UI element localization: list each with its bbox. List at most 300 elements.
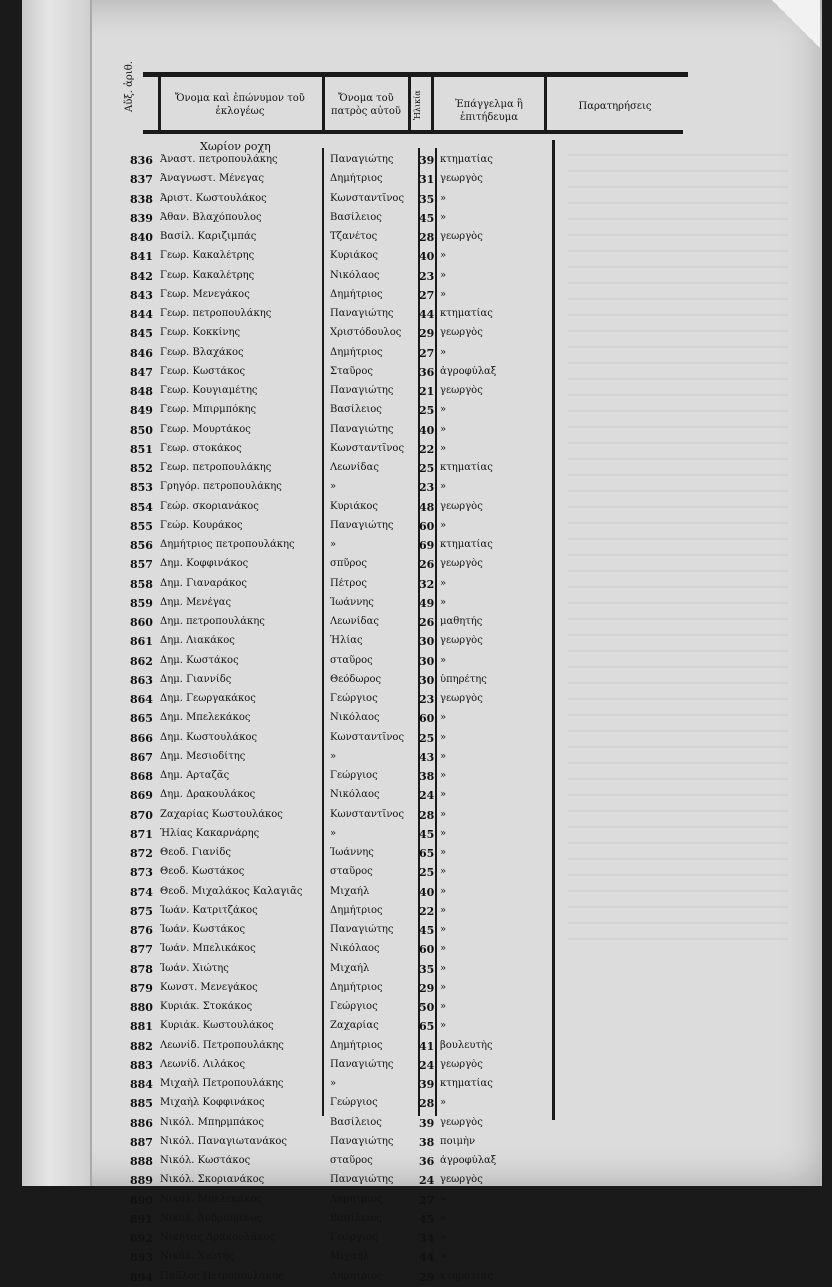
father-name: Παναγιώτης	[330, 423, 394, 435]
age: 21	[419, 385, 435, 398]
occupation: »	[440, 423, 447, 435]
table-row	[130, 632, 550, 651]
table-row	[130, 151, 550, 170]
row-number: 852	[130, 462, 153, 475]
elector-name: Νικόλ. Κωστάκος	[160, 1155, 251, 1166]
row-number: 872	[130, 847, 153, 860]
row-number: 856	[130, 539, 153, 552]
age: 35	[419, 962, 435, 976]
elector-name: Γεώρ. Κουράκος	[160, 519, 243, 531]
elector-name: Γεωρ. Βλαχάκος	[160, 346, 244, 358]
row-number: 855	[130, 519, 153, 533]
occupation: »	[440, 404, 447, 416]
elector-name: Ἀναστ. πετροπουλάκης	[160, 154, 278, 165]
row-number: 851	[130, 442, 153, 456]
elector-name: Ἰωάν. Μπελικάκος	[160, 943, 256, 955]
age: 40	[419, 250, 435, 264]
occupation: κτηματίας	[440, 1270, 493, 1282]
father-name: Ζαχαρίας	[330, 1020, 379, 1032]
row-number: 890	[130, 1193, 153, 1207]
elector-name: Γεωρ. Κοκκίνης	[160, 327, 241, 339]
table-row	[130, 767, 550, 786]
occupation: γεωργὸς	[440, 231, 483, 242]
father-name: Παναγιώτης	[330, 924, 394, 935]
column-divider	[431, 76, 434, 132]
row-number: 873	[130, 866, 153, 880]
occupation: »	[440, 1097, 447, 1109]
row-number: 876	[130, 924, 153, 937]
occupation: βουλευτὴς	[440, 1039, 493, 1051]
father-name: Χριστόδουλος	[330, 327, 402, 339]
header-bottom-rule	[143, 130, 683, 134]
header-elector-name: Ὄνομα καὶ ἐπώνυμον τοῦ ἐκλογέως	[175, 93, 305, 117]
father-name: σταῦρος	[330, 654, 373, 666]
row-number: 862	[130, 654, 153, 668]
table-row	[130, 440, 550, 459]
age: 40	[419, 885, 435, 899]
father-name: Νικόλαος	[330, 789, 380, 801]
row-number: 889	[130, 1174, 153, 1188]
age: 28	[419, 231, 435, 244]
father-name: Βασίλειος	[330, 1212, 382, 1224]
age: 38	[419, 1135, 435, 1149]
header-remarks: Παρατηρήσεις	[578, 101, 652, 112]
table-row	[130, 709, 550, 728]
table-row	[130, 209, 550, 228]
elector-name: Δημ. Κοφφινάκος	[160, 558, 249, 570]
occupation: »	[440, 981, 447, 993]
elector-name: Νικόλ. Χιώτης	[160, 1251, 234, 1263]
elector-name: Βασίλ. Καριζιμπάς	[160, 231, 257, 242]
elector-name: Μιχαὴλ Κοφφινάκος	[160, 1097, 265, 1109]
row-number: 836	[130, 154, 153, 167]
table-row	[130, 382, 550, 401]
father-name: Γεώργιος	[330, 1097, 378, 1109]
row-number: 840	[130, 231, 153, 244]
elector-name: Θεοδ. Μιχαλάκος Καλαγιᾶς	[160, 885, 303, 897]
table-row	[130, 286, 550, 305]
age: 23	[419, 693, 435, 706]
occupation: »	[440, 250, 447, 262]
father-name: »	[330, 1078, 337, 1089]
elector-name: Νικόλ. Ἀνδριομένος	[160, 1212, 263, 1224]
row-number: 881	[130, 1020, 153, 1034]
age: 30	[419, 635, 435, 649]
table-row	[130, 883, 550, 902]
father-name: Γεώργιος	[330, 770, 378, 781]
father-name: Σταῦρος	[330, 365, 373, 377]
table-row	[130, 363, 550, 382]
father-name: Κωνσταντῖνος	[330, 442, 405, 454]
row-number: 858	[130, 577, 153, 591]
father-name: Παναγιώτης	[330, 385, 394, 396]
elector-name: Ἀριστ. Κωστουλάκος	[160, 192, 267, 204]
occupation: γεωργὸς	[440, 558, 483, 570]
occupation: »	[440, 847, 447, 858]
age: 39	[419, 154, 435, 167]
row-number: 866	[130, 731, 153, 745]
elector-name: Γρηγόρ. πετροπουλάκης	[160, 481, 282, 493]
occupation: κτηματίας	[440, 539, 493, 550]
row-number: 867	[130, 750, 153, 764]
father-name: Δημήτριος	[330, 288, 383, 300]
header-father-name: Ὄνομα τοῦ πατρὸς αὐτοῦ	[331, 93, 401, 117]
row-number: 883	[130, 1058, 153, 1072]
elector-name: Δημ. Μπελεκάκος	[160, 712, 251, 724]
row-number: 847	[130, 365, 153, 379]
table-row	[130, 902, 550, 921]
father-name: Γεώργιος	[330, 1001, 378, 1012]
father-name: Παναγιώτης	[330, 154, 394, 165]
elector-name: Γεωρ. Μουρτάκος	[160, 423, 251, 435]
table-row	[130, 652, 550, 671]
table-row	[130, 921, 550, 940]
occupation: ὑπηρέτης	[440, 673, 487, 685]
elector-name: Παῦλος Πετροπουλάκης	[160, 1270, 284, 1282]
age: 28	[419, 1097, 435, 1111]
age: 40	[419, 423, 435, 437]
father-name: Βασίλειος	[330, 211, 382, 223]
age: 39	[419, 1116, 435, 1130]
row-number: 853	[130, 481, 153, 495]
occupation: γεωργὸς	[440, 327, 483, 339]
age: 30	[419, 654, 435, 668]
elector-list	[130, 151, 550, 1287]
age: 26	[419, 558, 435, 572]
elector-name: Ἰωάν. Χιώτης	[160, 962, 229, 974]
table-row	[130, 1210, 550, 1229]
elector-name: Γεωρ. στοκάκος	[160, 442, 242, 454]
occupation: »	[440, 712, 447, 724]
father-name: Ἰωάννης	[330, 596, 374, 608]
father-name: Κωνσταντῖνος	[330, 731, 405, 743]
occupation: γεωργὸς	[440, 173, 483, 185]
table-row	[130, 421, 550, 440]
table-row	[130, 1191, 550, 1210]
elector-name: Ἰωάν. Κατριτζάκος	[160, 904, 258, 916]
age: 45	[419, 827, 435, 841]
header-serial-number: Αὔξ. ἀριθ.	[124, 61, 135, 112]
age: 27	[419, 288, 435, 302]
age: 44	[419, 308, 435, 321]
elector-name: Νικόλ. Παναγιωτανάκος	[160, 1135, 287, 1147]
table-row	[130, 1229, 550, 1248]
elector-name: Γεωρ. πετροπουλάκης	[160, 462, 272, 473]
age: 43	[419, 750, 435, 764]
father-name: Νικόλαος	[330, 712, 380, 724]
occupation: »	[440, 1193, 447, 1205]
occupation: γεωργὸς	[440, 385, 483, 396]
elector-name: Δημήτριος πετροπουλάκης	[160, 539, 295, 550]
row-number: 891	[130, 1212, 153, 1226]
occupation: »	[440, 943, 447, 955]
occupation: γεωργὸς	[440, 1174, 483, 1186]
father-name: Κυριάκος	[330, 250, 378, 262]
table-row	[130, 748, 550, 767]
occupation: »	[440, 866, 447, 878]
age: 29	[419, 327, 435, 341]
elector-name: Δημ. Αρταζᾶς	[160, 770, 230, 781]
occupation: »	[440, 770, 447, 781]
occupation: κτηματίας	[440, 308, 493, 319]
age: 27	[419, 1193, 435, 1207]
elector-name: Δημ. Δρακουλάκος	[160, 789, 256, 801]
elector-name: Γεώρ. σκοριανάκος	[160, 500, 259, 512]
village-heading: Χωρίον ροχη	[200, 140, 271, 153]
father-name: Δημήτριος	[330, 346, 383, 358]
age: 35	[419, 192, 435, 206]
row-number: 893	[130, 1251, 153, 1265]
occupation: »	[440, 885, 447, 897]
age: 25	[419, 866, 435, 880]
father-name: Δημήτριος	[330, 904, 383, 916]
age: 34	[419, 1232, 435, 1245]
father-name: Παναγιώτης	[330, 1058, 394, 1070]
row-number: 850	[130, 423, 153, 437]
elector-name: Γεωρ. πετροπουλάκης	[160, 308, 272, 319]
father-name: Παναγιώτης	[330, 519, 394, 531]
table-row	[130, 690, 550, 709]
father-name: Μιχαήλ	[330, 885, 370, 897]
age: 26	[419, 616, 435, 629]
age: 27	[419, 346, 435, 360]
row-number: 865	[130, 712, 153, 726]
table-row	[130, 478, 550, 497]
occupation: »	[440, 288, 447, 300]
elector-name: Δημ. Μενέγας	[160, 596, 232, 608]
age: 69	[419, 539, 435, 552]
elector-name: Θεοδ. Κωστάκος	[160, 866, 245, 878]
elector-name: Ἰωάν. Κωστάκος	[160, 924, 246, 935]
row-number: 888	[130, 1155, 153, 1168]
father-name: Κωνσταντῖνος	[330, 192, 405, 204]
row-number: 863	[130, 673, 153, 687]
father-name: Νικόλαος	[330, 943, 380, 955]
table-row	[130, 806, 550, 825]
age: 45	[419, 1212, 435, 1226]
father-name: σταῦρος	[330, 1155, 373, 1166]
age: 65	[419, 847, 435, 860]
row-number: 845	[130, 327, 153, 341]
father-name: »	[330, 750, 337, 762]
father-name: Βασίλειος	[330, 404, 382, 416]
row-number: 886	[130, 1116, 153, 1130]
table-row	[130, 247, 550, 266]
table-row	[130, 825, 550, 844]
elector-name: Θεοδ. Γιανίδς	[160, 847, 232, 858]
table-row	[130, 1152, 550, 1171]
age: 25	[419, 462, 435, 475]
table-row	[130, 1094, 550, 1113]
age: 28	[419, 808, 435, 822]
row-number: 854	[130, 500, 153, 514]
elector-name: Δημ. Κωστάκος	[160, 654, 239, 666]
age: 23	[419, 481, 435, 495]
elector-name: Δημ. πετροπουλάκης	[160, 616, 265, 627]
age: 60	[419, 712, 435, 726]
father-name: Παναγιώτης	[330, 308, 394, 319]
father-name: »	[330, 827, 337, 839]
age: 36	[419, 365, 435, 379]
occupation: »	[440, 1001, 447, 1012]
father-name: Ἰωάννης	[330, 847, 374, 858]
remarks-column-rule	[552, 140, 555, 1120]
row-number: 842	[130, 269, 153, 283]
table-row	[130, 190, 550, 209]
elector-name: Δημ. Γεωργακάκος	[160, 693, 256, 704]
elector-name: Δημ. Μεσιοδίτης	[160, 750, 246, 762]
occupation: ποιμὴν	[440, 1135, 476, 1147]
occupation: »	[440, 519, 447, 531]
age: 38	[419, 770, 435, 783]
table-row	[130, 324, 550, 343]
row-number: 837	[130, 173, 153, 187]
table-row	[130, 960, 550, 979]
page-corner-fold	[760, 0, 820, 60]
father-name: Μιχαήλ	[330, 962, 370, 974]
age: 45	[419, 211, 435, 225]
table-row	[130, 1133, 550, 1152]
occupation: κτηματίας	[440, 462, 493, 473]
elector-name: Κυριάκ. Στοκάκος	[160, 1001, 253, 1012]
occupation: »	[440, 654, 447, 666]
row-number: 894	[130, 1270, 153, 1284]
father-name: Τζανέτος	[330, 231, 378, 242]
row-number: 846	[130, 346, 153, 360]
occupation: »	[440, 1251, 447, 1263]
elector-name: Κωνστ. Μενεγάκος	[160, 981, 258, 993]
occupation: »	[440, 211, 447, 223]
age: 24	[419, 1058, 435, 1072]
occupation: γεωργὸς	[440, 500, 483, 512]
elector-name: Νικήτας Δρακουλάκος	[160, 1232, 276, 1243]
table-row	[130, 729, 550, 748]
elector-name: Γεωρ. Μενεγάκος	[160, 288, 250, 300]
occupation: κτηματίας	[440, 1078, 493, 1089]
table-row	[130, 1114, 550, 1133]
bleed-through-text	[568, 140, 788, 940]
age: 25	[419, 731, 435, 745]
row-number: 844	[130, 308, 153, 321]
occupation: μαθητής	[440, 616, 483, 627]
table-row	[130, 344, 550, 363]
table-row	[130, 267, 550, 286]
occupation: »	[440, 1232, 447, 1243]
column-divider	[408, 76, 411, 132]
row-number: 841	[130, 250, 153, 264]
table-row	[130, 401, 550, 420]
table-row	[130, 1171, 550, 1190]
row-number: 874	[130, 885, 153, 899]
elector-name: Γεωρ. Κακαλέτρης	[160, 269, 255, 281]
elector-name: Δημ. Κωστουλάκος	[160, 731, 258, 743]
age: 60	[419, 519, 435, 533]
table-row	[130, 555, 550, 574]
age: 24	[419, 789, 435, 803]
father-name: σπῦρος	[330, 558, 367, 570]
father-name: Δημήτριος	[330, 173, 383, 185]
father-name: Λεωνίδας	[330, 462, 379, 473]
table-row	[130, 305, 550, 324]
row-number: 864	[130, 693, 153, 706]
column-divider	[322, 76, 325, 132]
row-number: 868	[130, 770, 153, 783]
table-row	[130, 536, 550, 555]
row-number: 861	[130, 635, 153, 649]
elector-name: Δημ. Λιακάκος	[160, 635, 235, 647]
father-name: σταῦρος	[330, 866, 373, 878]
table-row	[130, 459, 550, 478]
occupation: »	[440, 442, 447, 454]
table-row	[130, 1017, 550, 1036]
header-occupation: Ἐπάγγελμα ἢ ἐπιτήδευμα	[455, 99, 523, 123]
age: 60	[419, 943, 435, 957]
elector-name: Μιχαὴλ Πετροπουλάκης	[160, 1078, 284, 1089]
table-row	[130, 1248, 550, 1267]
table-row	[130, 517, 550, 536]
elector-name: Δημ. Γιαννίδς	[160, 673, 232, 685]
age: 29	[419, 1270, 435, 1284]
age: 45	[419, 924, 435, 937]
occupation: »	[440, 731, 447, 743]
age: 49	[419, 596, 435, 610]
elector-name: Λεωνίδ. Πετροπουλάκης	[160, 1039, 284, 1051]
occupation: »	[440, 827, 447, 839]
father-name: Παναγιώτης	[330, 1135, 394, 1147]
age: 48	[419, 500, 435, 514]
elector-name: Γεωρ. Κουγιαμέτης	[160, 385, 258, 396]
occupation: »	[440, 346, 447, 358]
row-number: 875	[130, 904, 153, 918]
row-number: 879	[130, 981, 153, 995]
occupation: »	[440, 596, 447, 608]
elector-name: Γεωρ. Κακαλέτρης	[160, 250, 255, 262]
father-name: Μιχαὴλ	[330, 1251, 370, 1263]
age: 30	[419, 673, 435, 687]
elector-name: Λεωνίδ. Λιλάκος	[160, 1058, 246, 1070]
row-number: 878	[130, 962, 153, 976]
father-name: Λεωνίδας	[330, 616, 379, 627]
elector-name: Δημ. Γιαναράκος	[160, 577, 248, 589]
table-row	[130, 228, 550, 247]
row-number: 871	[130, 827, 153, 841]
table-row	[130, 498, 550, 517]
elector-name: Ἀναγνωστ. Μένεγας	[160, 173, 264, 185]
occupation: γεωργὸς	[440, 1058, 483, 1070]
row-number: 859	[130, 596, 153, 610]
father-name: Νικόλαος	[330, 269, 380, 281]
father-name: Κωνσταντῖνος	[330, 808, 405, 820]
age: 41	[419, 1039, 435, 1053]
occupation: »	[440, 1020, 447, 1032]
occupation: »	[440, 789, 447, 801]
table-row	[130, 863, 550, 882]
father-name: Κυριάκος	[330, 500, 378, 512]
age: 32	[419, 577, 435, 591]
father-name: Θεόδωρος	[330, 673, 382, 685]
table-row	[130, 786, 550, 805]
father-name: Δημήτριος	[330, 1193, 383, 1205]
row-number: 857	[130, 558, 153, 572]
father-name: Δημήτριος	[330, 1270, 383, 1282]
father-name: Βασίλειος	[330, 1116, 382, 1128]
age: 39	[419, 1078, 435, 1091]
table-row	[130, 170, 550, 189]
table-row	[130, 979, 550, 998]
occupation: »	[440, 750, 447, 762]
elector-name: Γεωρ. Μπιρμπόκης	[160, 404, 257, 416]
table-row	[130, 844, 550, 863]
